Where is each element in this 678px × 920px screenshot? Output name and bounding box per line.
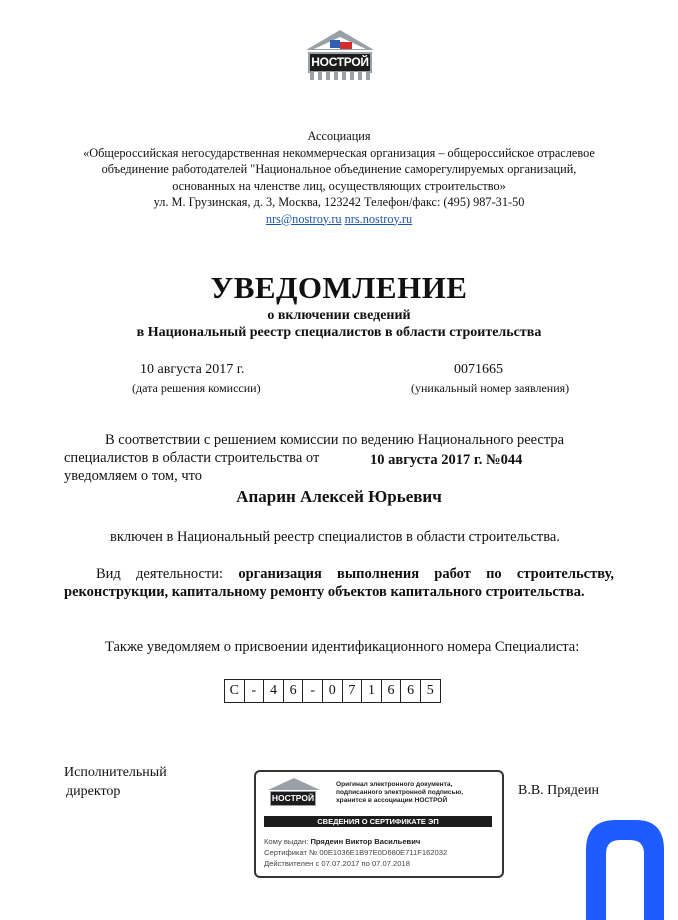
id-cell: 5 <box>426 683 434 698</box>
application-number-caption: (уникальный номер заявления) <box>411 381 570 395</box>
id-cell: - <box>245 680 265 702</box>
id-cell: 0 <box>323 680 343 702</box>
signer-role-line-1: Исполнительный <box>64 765 167 780</box>
specialist-id-number <box>224 679 441 703</box>
document-subtitle-2: в Национальный реестр специалистов в области строительства <box>136 325 542 340</box>
stamp-issued-to <box>264 837 420 846</box>
id-cell: С <box>225 680 245 702</box>
stamp-certificate-number <box>264 848 447 857</box>
specialist-name: Апарин Алексей Юрьевич <box>236 487 442 506</box>
decision-date-caption: (дата решения комиссии) <box>132 381 261 395</box>
stamp-logo-roof <box>268 778 320 790</box>
activity-label: Вид деятельности: <box>96 566 224 582</box>
id-assignment-statement: Также уведомляем о присвоении идентификационного номера Специалиста: <box>105 639 580 655</box>
electronic-signature-stamp <box>254 770 504 878</box>
document-title: УВЕДОМЛЕНИЕ <box>210 270 468 305</box>
logo-flag-blue <box>330 40 340 48</box>
stamp-issued-label: Кому выдан: <box>264 837 309 846</box>
document-subtitle-1: о включении сведений <box>267 308 411 323</box>
signer-role-line-2: директор <box>66 784 121 799</box>
body-paragraph-line-3: уведомляем о том, что <box>64 468 203 484</box>
activity-paragraph <box>64 565 614 601</box>
stamp-original-line-2: подписанного электронной подписью, <box>336 789 464 797</box>
inclusion-statement: включен в Национальный реестр специалистов в области строительства. <box>110 529 560 545</box>
application-number: 0071665 <box>454 362 503 377</box>
stamp-cert-label: Сертификат № <box>264 848 318 857</box>
email-link[interactable]: nrs@nostroy.ru <box>265 211 342 226</box>
stamp-logo <box>268 778 320 812</box>
signer-name: В.В. Прядеин <box>518 783 600 798</box>
stamp-validity: Действителен с 07.07.2017 по 07.07.2018 <box>264 859 410 868</box>
body-paragraph-line-2: специалистов в области строительства от <box>64 450 320 466</box>
commission-decision-ref: 10 августа 2017 г. №044 <box>370 452 523 468</box>
id-cell: 4 <box>264 680 284 702</box>
id-cell: 7 <box>343 680 363 702</box>
id-cell: 1 <box>362 680 382 702</box>
logo-flag-red <box>340 42 352 49</box>
id-cell: 6 <box>401 680 421 702</box>
org-address: ул. М. Грузинская, д. 3, Москва, 123242 Телефон/факс: (495) 987-31-50 <box>153 195 525 209</box>
stamp-original-line-1: Оригинал электронного документа, <box>336 781 453 788</box>
organization-header <box>40 128 638 227</box>
id-cell: 6 <box>284 680 304 702</box>
body-paragraph-line-1: В соответствии с решением комиссии по ведению Национального реестра <box>105 432 565 448</box>
corner-brand-mark-icon <box>580 814 670 920</box>
org-line-4: основанных на членстве лиц, осуществляющих строительство» <box>172 178 506 193</box>
logo-columns <box>310 72 370 80</box>
activity-value: организация выполнения работ по строительству, реконструкции, капитальному ремонту объектов капитального строительства. <box>64 566 614 600</box>
org-line-3: объединение работодателей "Национальное объединение саморегулируемых организаций, <box>101 162 577 176</box>
org-line-1: Ассоциация <box>307 129 371 143</box>
stamp-original-note <box>336 781 496 806</box>
logo-text: НОСТРОЙ <box>308 52 372 73</box>
nostroy-logo <box>306 30 374 80</box>
stamp-certificate-header: СВЕДЕНИЯ О СЕРТИФИКАТЕ ЭП <box>264 816 492 827</box>
id-cell: - <box>303 680 323 702</box>
stamp-cert-value: 00E1036E1B97E0D680E711F162032 <box>319 848 448 857</box>
id-cell: 6 <box>382 680 402 702</box>
stamp-logo-text: НОСТРОЙ <box>270 791 316 806</box>
decision-date: 10 августа 2017 г. <box>140 362 245 377</box>
stamp-issued-name: Прядеин Виктор Васильевич <box>310 837 421 846</box>
org-links <box>40 211 638 228</box>
stamp-original-line-3: хранится в ассоциации НОСТРОЙ <box>336 797 448 805</box>
site-link[interactable]: nrs.nostroy.ru <box>344 211 413 226</box>
org-line-2: «Общероссийская негосударственная некоммерческая организация – общероссийское отраслевое <box>83 145 595 160</box>
